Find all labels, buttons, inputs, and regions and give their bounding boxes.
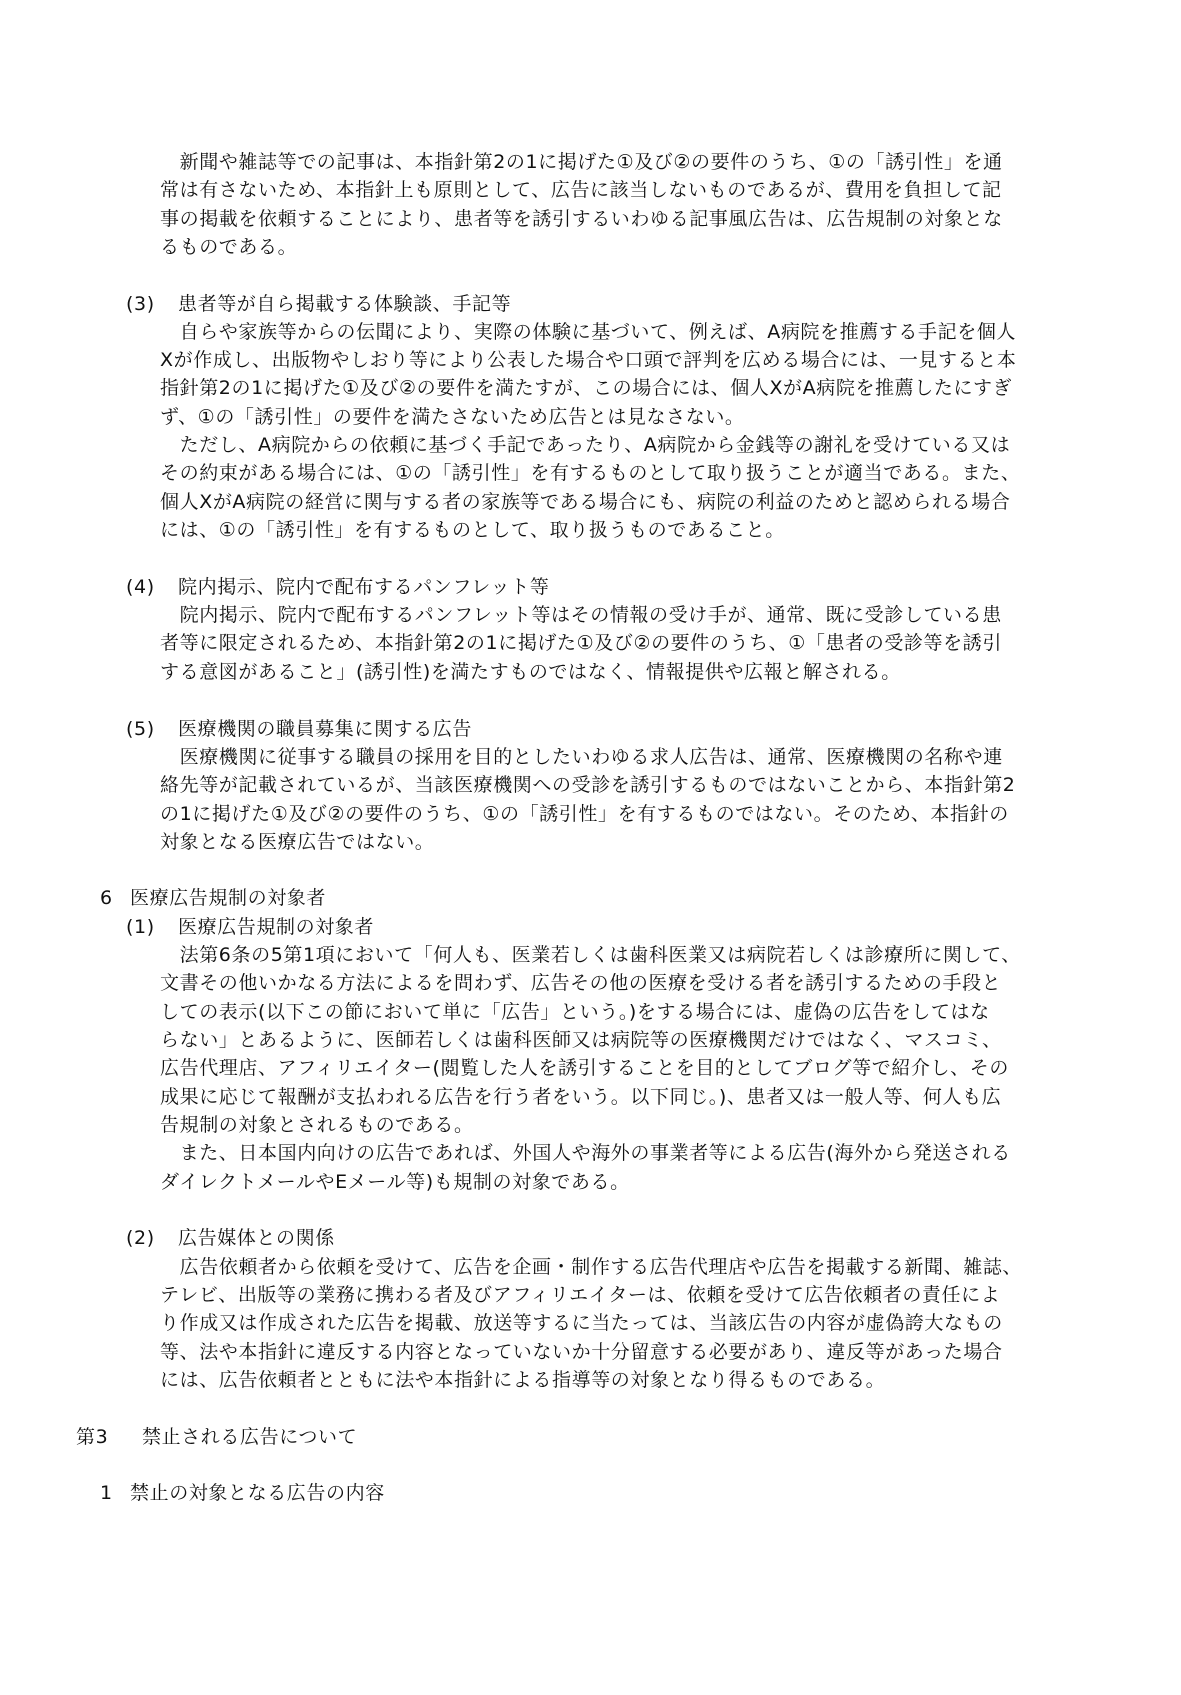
section-5-line: 対象となる医療広告ではない。: [160, 831, 435, 853]
section-6-1-line: ダイレクトメールやEメール等)も規制の対象である。: [160, 1171, 630, 1193]
section-4-line: する意図があること」(誘引性)を満たすものではなく、情報提供や広報と解される。: [160, 661, 901, 683]
section-6-2-line: り作成又は作成された広告を掲載、放送等するに当たっては、当該広告の内容が虚偽誇大なもの: [160, 1312, 1003, 1334]
section-4-heading: [126, 573, 549, 601]
section-3-title: 患者等が自ら掲載する体験談、手記等: [178, 293, 512, 315]
section-3-line: ず、①の「誘引性」の要件を満たさないため広告とは見なさない。: [160, 406, 745, 428]
section-6-marker: 6: [100, 887, 113, 909]
section-3-line: には、①の「誘引性」を有するものとして、取り扱うものであること。: [160, 519, 785, 541]
section-5-line: 絡先等が記載されているが、当該医療機関への受診を誘引するものではないことから、本指針第2: [160, 774, 1016, 796]
item-1-heading: [100, 1479, 385, 1507]
section-3-line: 指針第2の1に掲げた①及び②の要件を満たすが、この場合には、個人XがA病院を推薦したにすぎ: [160, 377, 1013, 399]
section-6-heading: [100, 884, 326, 912]
section-5-title: 医療機関の職員募集に関する広告: [178, 718, 473, 740]
section-6-2-marker: (2): [126, 1227, 155, 1249]
section-3-line: Xが作成し、出版物やしおり等により公表した場合や口頭で評判を広める場合には、一見すると本: [160, 349, 1017, 371]
section-5-line: の1に掲げた①及び②の要件のうち、①の「誘引性」を有するものではない。そのため、本指針の: [160, 803, 1009, 825]
section-6-1-line: 広告代理店、アフィリエイター(閲覧した人を誘引することを目的としてブログ等で紹介し、その: [160, 1057, 1009, 1079]
section-6-title: 医療広告規制の対象者: [130, 887, 327, 909]
section-6-2-title: 広告媒体との関係: [178, 1227, 335, 1249]
section-3-line: その約束がある場合には、①の「誘引性」を有するものとして取り扱うことが適当である。また、: [160, 462, 1021, 484]
intro-line: 事の掲載を依頼することにより、患者等を誘引するいわゆる記事風広告は、広告規制の対象とな: [160, 208, 1003, 230]
section-5-marker: (5): [126, 718, 155, 740]
section-4-marker: (4): [126, 576, 155, 598]
section-6-2-line: には、広告依頼者とともに法や本指針による指導等の対象となり得るものである。: [160, 1369, 886, 1391]
section-6-1-line: 成果に応じて報酬が支払われる広告を行う者をいう。以下同じ。)、患者又は一般人等、何人も広: [160, 1086, 1002, 1108]
section-6-1-marker: (1): [126, 916, 155, 938]
section-6-1-title: 医療広告規制の対象者: [178, 916, 375, 938]
section-6-1-line: 告規制の対象とされるものである。: [160, 1114, 474, 1136]
section-6-1-line: 文書その他いかなる方法によるを問わず、広告その他の医療を受ける者を誘引するための手段と: [160, 972, 1002, 994]
section-5-heading: [126, 715, 472, 743]
item-1-marker: 1: [100, 1482, 113, 1504]
section-5-line: 医療機関に従事する職員の採用を目的としたいわゆる求人広告は、通常、医療機関の名称や連: [160, 746, 1003, 768]
section-4-line: 院内掲示、院内で配布するパンフレット等はその情報の受け手が、通常、既に受診している患: [160, 604, 1002, 626]
section-6-2-heading: [126, 1224, 335, 1252]
section-3-marker: (3): [126, 293, 155, 315]
section-3-heading: [126, 290, 511, 318]
section-6-2-line: 等、法や本指針に違反する内容となっていないか十分留意する必要があり、違反等があった場合: [160, 1341, 1003, 1363]
intro-line: 新聞や雑誌等での記事は、本指針第2の1に掲げた①及び②の要件のうち、①の「誘引性」を通: [160, 151, 1003, 173]
section-6-1-heading: [126, 913, 374, 941]
section-4-title: 院内掲示、院内で配布するパンフレット等: [178, 576, 550, 598]
intro-line: るものである。: [160, 236, 298, 258]
section-3-line: 自らや家族等からの伝聞により、実際の体験に基づいて、例えば、A病院を推薦する手記を個人: [160, 321, 1017, 343]
chapter-3-title: 禁止される広告について: [142, 1426, 358, 1448]
chapter-3-heading: [76, 1423, 357, 1451]
section-3-line: ただし、A病院からの依頼に基づく手記であったり、A病院から金銭等の謝礼を受けている又は: [160, 434, 1011, 456]
section-3-line: 個人XがA病院の経営に関与する者の家族等である場合にも、病院の利益のためと認められる場合: [160, 491, 1011, 513]
section-4-line: 者等に限定されるため、本指針第2の1に掲げた①及び②の要件のうち、①「患者の受診等を誘引: [160, 632, 1002, 654]
intro-line: 常は有さないため、本指針上も原則として、広告に該当しないものであるが、費用を負担して記: [160, 179, 1002, 201]
section-6-2-line: テレビ、出版等の業務に携わる者及びアフィリエイターは、依頼を受けて広告依頼者の責任によ: [160, 1284, 1001, 1306]
section-6-2-line: 広告依頼者から依頼を受けて、広告を企画・制作する広告代理店や広告を掲載する新聞、雑誌、: [160, 1256, 1023, 1278]
section-6-1-line: また、日本国内向けの広告であれば、外国人や海外の事業者等による広告(海外から発送される: [160, 1142, 1011, 1164]
section-6-1-line: らない」とあるように、医師若しくは歯科医師又は病院等の医療機関だけではなく、マスコミ、: [160, 1029, 1002, 1051]
item-1-title: 禁止の対象となる広告の内容: [130, 1482, 385, 1504]
section-6-1-line: 法第6条の5第1項において「何人も、医業若しくは歯科医業又は病院若しくは診療所に関して、: [160, 944, 1021, 966]
chapter-3-marker: 第3: [76, 1426, 109, 1448]
section-6-1-line: しての表示(以下この節において単に「広告」という。)をする場合には、虚偽の広告をしてはな: [160, 1001, 990, 1023]
